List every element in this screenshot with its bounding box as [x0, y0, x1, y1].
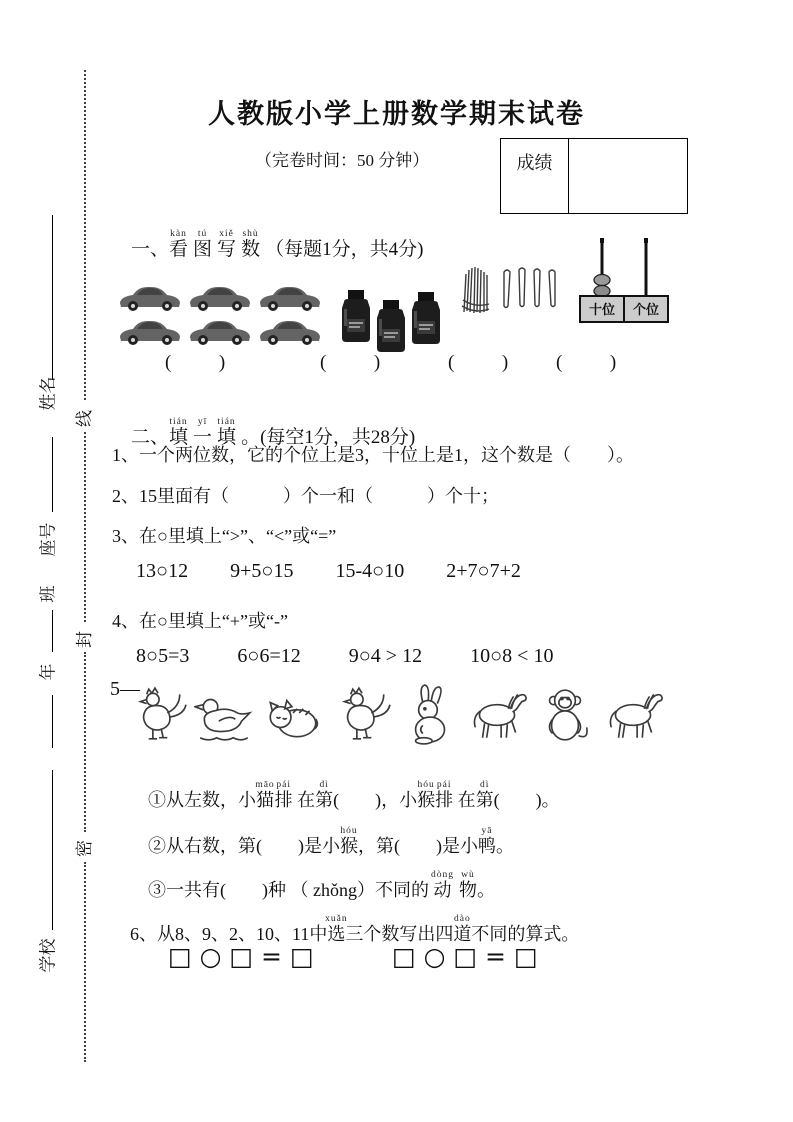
expression: 9○4 > 12 — [348, 645, 423, 667]
exam-title: 人教版小学上册数学期末试卷 — [208, 99, 585, 129]
loose-stick-icon — [504, 268, 555, 308]
expression: 8○5=3 — [136, 645, 190, 667]
question-4-items — [136, 645, 553, 668]
abacus-icon — [576, 236, 676, 328]
seg: 鸭yā — [478, 826, 496, 856]
seg: 动dòng — [430, 870, 454, 900]
question-5-number: 5— — [110, 678, 140, 700]
class-label: 班 — [38, 585, 58, 603]
year-label: 年 — [38, 663, 58, 681]
question-1: 1、一个两位数，它的个位上是3，十位上是1，这个数是（ ）。 — [112, 445, 634, 465]
car-icon — [186, 316, 254, 346]
blank-line-class — [52, 610, 53, 652]
seg: 猴hóu — [340, 826, 358, 856]
blank-line-seat — [52, 437, 53, 512]
answer-bracket: ( ) — [320, 352, 381, 373]
seg: 在 — [453, 790, 476, 810]
expression: 15-4○10 — [335, 560, 405, 582]
horse-icon — [602, 682, 664, 748]
cars-group — [116, 282, 326, 346]
car-icon — [116, 316, 184, 346]
ones-place-label: 个位 — [632, 302, 660, 317]
monkey-icon — [534, 682, 596, 748]
rabbit-icon — [398, 682, 460, 748]
seat-label: 座号 — [38, 522, 58, 557]
seg: 。 — [476, 880, 495, 900]
answer-bracket: ( ) — [556, 352, 617, 373]
bead-icon — [594, 286, 610, 297]
seg: 第dì — [315, 780, 334, 810]
car-icon — [186, 282, 254, 312]
car-icon — [256, 316, 324, 346]
seg: ①从左数，小 — [148, 790, 256, 810]
animals-row — [126, 682, 664, 748]
seg: 填tián — [217, 416, 237, 448]
seg: ( )。 — [493, 790, 560, 810]
ink-bottle-icon — [406, 290, 446, 348]
exam-subtitle: （完卷时间：50 分钟） — [255, 151, 430, 170]
school-label: 学校 — [38, 938, 58, 973]
seg: 。 — [496, 836, 514, 856]
question-3-head: 3、在○里填上“>”、“<”或“=” — [112, 526, 337, 546]
seg: 数shù — [241, 228, 261, 260]
car-icon — [256, 282, 324, 312]
seal-dotted-line — [84, 652, 86, 832]
seg: 二、 — [131, 426, 170, 448]
question-4-head: 4、在○里填上“+”或“-” — [112, 611, 288, 631]
seg: 排pái — [435, 780, 454, 810]
seg: ，第( )是小 — [358, 836, 478, 856]
seg: 填tián — [169, 416, 189, 448]
rooster-icon — [330, 682, 392, 748]
seal-char-xian: 线 — [69, 410, 96, 427]
car-icon — [116, 282, 184, 312]
seal-dotted-line — [84, 432, 86, 622]
expression: 2+7○7+2 — [446, 560, 521, 582]
blank-line-name — [52, 215, 53, 380]
bead-icon — [594, 275, 610, 286]
seg: 。(每空1分，共28分) — [241, 426, 416, 448]
expression: 13○12 — [136, 560, 189, 582]
seg: 三个数写出四 — [345, 924, 454, 944]
seg: 写xiě — [217, 228, 237, 260]
seg: 一yī — [193, 416, 213, 448]
answer-bracket: ( ) — [448, 352, 509, 373]
seg: （每题1分，共4分) — [265, 238, 424, 260]
blank-line-school-upper — [52, 770, 53, 930]
counting-sticks-icon — [458, 260, 560, 334]
score-label: 成绩 — [501, 139, 569, 213]
seg: 选xuǎn — [325, 914, 348, 944]
ink-bottle-icon — [371, 298, 411, 356]
cat-icon — [262, 682, 324, 748]
formula-template: □○□=□ — [168, 942, 322, 971]
seg: 第dì — [475, 780, 494, 810]
ink-bottles-group — [336, 286, 441, 356]
expression: 10○8 < 10 — [470, 645, 554, 667]
seg: 道dào — [453, 914, 472, 944]
seg: 物wù — [458, 870, 477, 900]
blank-line-year — [52, 695, 53, 748]
rooster-icon — [126, 682, 188, 748]
formula-template: □○□=□ — [392, 942, 546, 971]
stick-bundle-icon — [462, 267, 489, 313]
seg: ( )，小 — [333, 790, 418, 810]
question-2: 2、15里面有（ ）个一和（ ）个十； — [112, 486, 499, 506]
seg: 看kàn — [169, 228, 189, 260]
seg: 在 — [292, 790, 316, 810]
ink-bottle-icon — [336, 288, 376, 346]
seg: 猫māo — [255, 780, 275, 810]
seg: 不同的算式。 — [471, 924, 580, 944]
seal-char-mi: 密 — [69, 840, 96, 857]
duck-icon — [194, 682, 256, 748]
answer-bracket: ( ) — [165, 352, 226, 373]
seg: 图tú — [193, 228, 213, 260]
seg: 猴hóu — [417, 780, 436, 810]
tens-place-label: 十位 — [588, 302, 616, 317]
score-value-cell — [569, 139, 687, 213]
seg: 一、 — [131, 238, 170, 260]
seg: ②从右数，第( )是小 — [148, 836, 340, 856]
seg: 6、从8、9、2、10、11中 — [130, 924, 328, 944]
seg: ③一共有( )种 （ zhǒng）不同的 — [148, 880, 434, 900]
section1-header — [112, 206, 423, 289]
seal-char-feng: 封 — [69, 631, 96, 648]
name-label: 姓名 — [38, 376, 58, 411]
score-box — [500, 138, 688, 214]
question-3-items — [136, 560, 521, 583]
horse-icon — [466, 682, 528, 748]
seal-dotted-line — [84, 862, 86, 1062]
expression: 6○6=12 — [237, 645, 301, 667]
seg: 排pái — [274, 780, 293, 810]
expression: 9+5○15 — [230, 560, 294, 582]
